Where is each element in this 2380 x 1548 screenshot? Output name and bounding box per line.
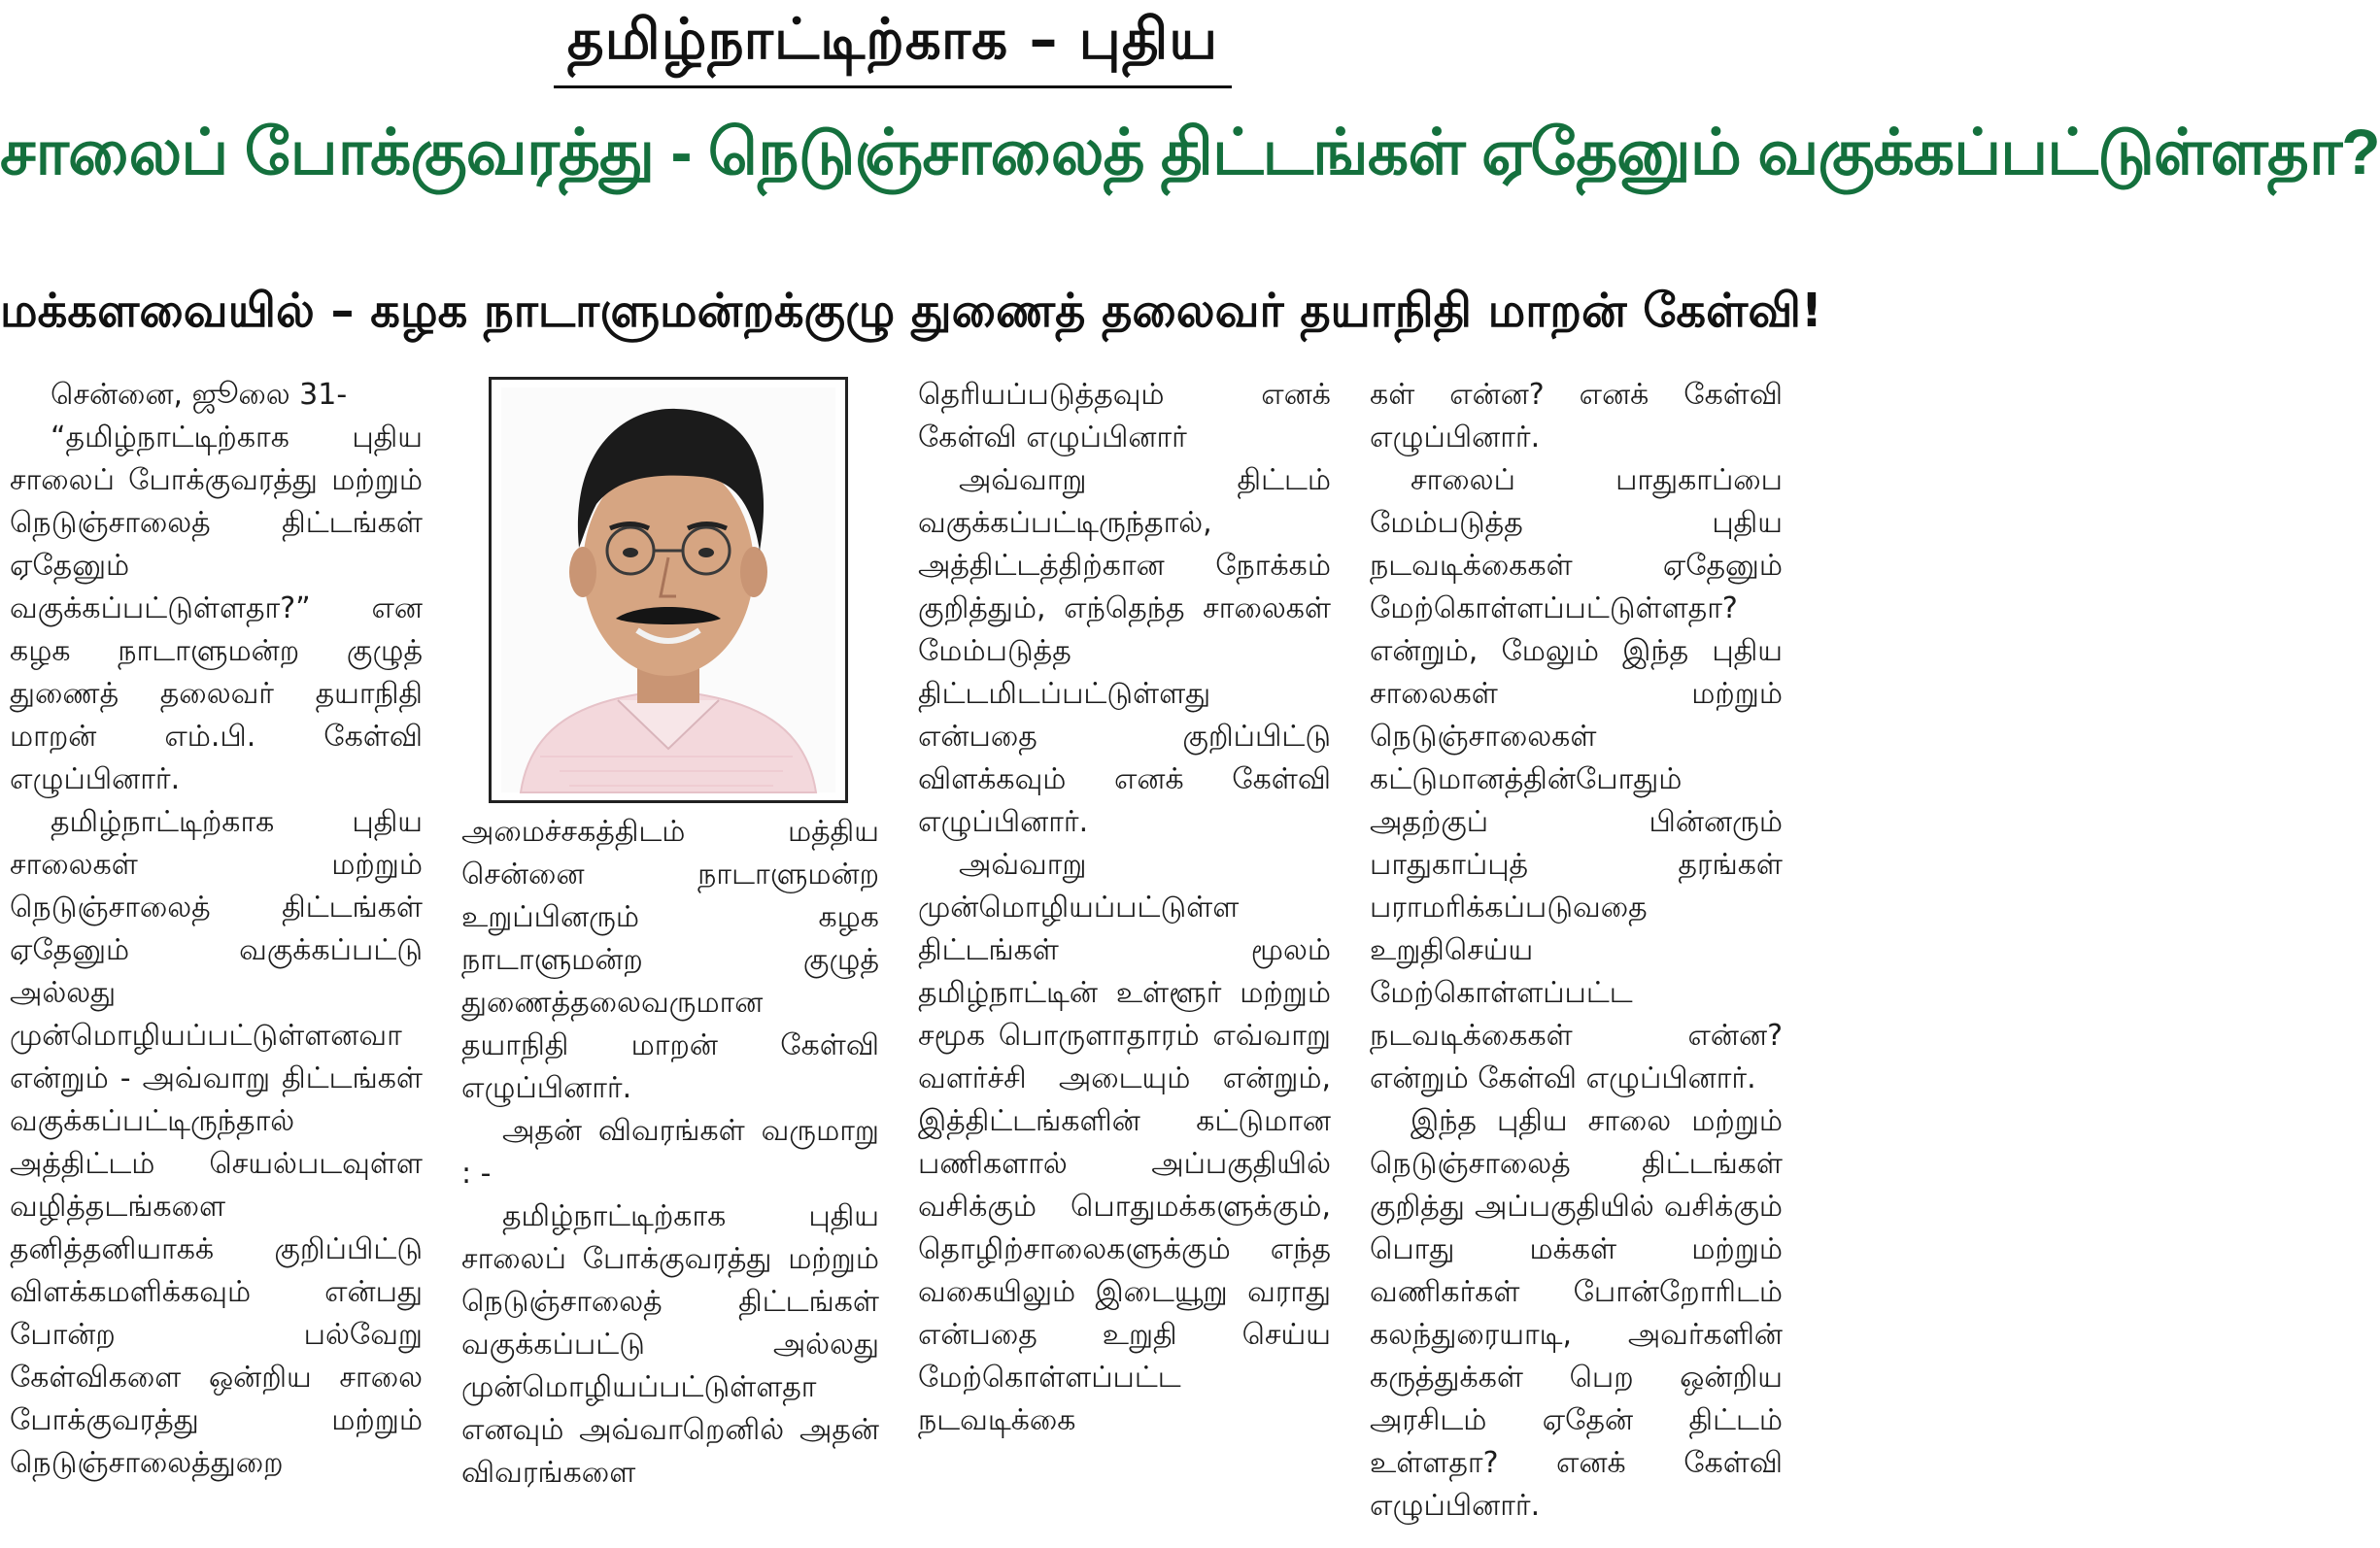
article-paragraph: இந்த புதிய சாலை மற்றும் நெடுஞ்சாலைத் திட்டங்கள் குறித்து அப்பகுதியில் வசிக்கும் பொது மக்கள் மற்றும் வணிகர்கள் போன்றோரிடம் கலந்துரையாடி, அவர்களின் கருத்துக்கள் பெற ஒன்றிய அரசிடம் ஏதேன் திட்டம் உள்ளதா? எனக் கேள்வி எழுப்பினார்.: [1370, 1104, 1783, 1523]
article-paragraph: தெரியப்படுத்தவும் எனக் கேள்வி எழுப்பினார்: [918, 378, 1331, 454]
article-column-4: [1370, 374, 1783, 1539]
article-paragraph: தமிழ்நாட்டிற்காக புதிய சாலைப் போக்குவரத்து மற்றும் நெடுஞ்சாலைத் திட்டங்கள் வகுக்கப்பட்டு அல்லது முன்மொழியப்பட்டுள்ளதா எனவும் அவ்வாறெனில் அதன் விவரங்களை: [461, 1199, 879, 1490]
article-paragraph: அவ்வாறு முன்மொழியப்பட்டுள்ள திட்டங்கள் மூலம் தமிழ்நாட்டின் உள்ளூர் மற்றும் சமூக பொருளாதாரம் எவ்வாறு வளர்ச்சி அடையும் என்றும், இத்திட்டங்களின் கட்டுமான பணிகளால் அப்பகுதியில் வசிக்கும் பொதுமக்களுக்கும், தொழிற்சாலைகளுக்கும் எந்த வகையிலும் இடையூறு வராது என்பதை உறுதி செய்ய மேற்கொள்ளப்பட்ட நடவடிக்கை: [918, 848, 1331, 1437]
article-column-3: [918, 374, 1331, 1539]
article-paragraph: சாலைப் பாதுகாப்பை மேம்படுத்த புதிய நடவடிக்கைகள் ஏதேனும் மேற்கொள்ளப்பட்டுள்ளதா? என்றும், மேலும் இந்த புதிய சாலைகள் மற்றும் நெடுஞ்சாலைகள் கட்டுமானத்தின்போதும் அதற்குப் பின்னரும் பாதுகாப்புத் தரங்கள் பராமரிக்கப்படுவதை உறுதிசெய்ய மேற்கொள்ளப்பட்ட நடவடிக்கைகள் என்ன? என்றும் கேள்வி எழுப்பினார்.: [1370, 463, 1783, 1095]
portrait-illustration: [501, 387, 835, 792]
article-paragraph: அதன் விவரங்கள் வருமாறு : -: [461, 1114, 879, 1191]
article-paragraph: கள் என்ன? எனக் கேள்வி எழுப்பினார்.: [1370, 378, 1783, 454]
article-column-2: [461, 811, 879, 1539]
article-column-1: [10, 374, 423, 1539]
headline: சாலைப் போக்குவரத்து - நெடுஞ்சாலைத் திட்டங்கள் ஏதேனும் வகுக்கப்பட்டுள்ளதா?: [0, 116, 2380, 187]
kicker: தமிழ்நாட்டிற்காக – புதிய: [554, 6, 1232, 88]
article-paragraph: தமிழ்நாட்டிற்காக புதிய சாலைகள் மற்றும் நெடுஞ்சாலைத் திட்டங்கள் ஏதேனும் வகுக்கப்பட்டு அல்லது முன்மொழியப்பட்டுள்ளனவா என்றும் - அவ்வாறு திட்டங்கள் வகுக்கப்பட்டிருந்தால் அத்திட்டம் செயல்படவுள்ள வழித்தடங்களை தனித்தனியாகக் குறிப்பிட்டு விளக்கமளிக்கவும் என்பது போன்ற பல்வேறு கேள்விகளை ஒன்றிய சாலை போக்குவரத்து மற்றும் நெடுஞ்சாலைத்துறை: [10, 805, 423, 1480]
portrait-photo-frame: [489, 377, 848, 803]
dateline: சென்னை, ஜூலை 31-: [51, 378, 348, 412]
portrait-photo: [501, 387, 835, 792]
article-paragraph: அவ்வாறு திட்டம் வகுக்கப்பட்டிருந்தால், அத்திட்டத்திற்கான நோக்கம் குறித்தும், எந்தெந்த சாலைகள் மேம்படுத்த திட்டமிடப்பட்டுள்ளது என்பதை குறிப்பிட்டு விளக்கவும் எனக் கேள்வி எழுப்பினார்.: [918, 463, 1331, 839]
article-paragraph: “தமிழ்நாட்டிற்காக புதிய சாலைப் போக்குவரத்து மற்றும் நெடுஞ்சாலைத் திட்டங்கள் ஏதேனும் வகுக்கப்பட்டுள்ளதா?” என கழக நாடாளுமன்ற குழுத் துணைத் தலைவர் தயாநிதி மாறன் எம்.பி. கேள்வி எழுப்பினார்.: [10, 421, 423, 796]
kicker-container: [0, 6, 1785, 88]
subheadline: மக்களவையில் – கழக நாடாளுமன்றக்குழு துணைத் தலைவர் தயாநிதி மாறன் கேள்வி!: [0, 284, 1822, 338]
article-paragraph: அமைச்சகத்திடம் மத்திய சென்னை நாடாளுமன்ற உறுப்பினரும் கழக நாடாளுமன்ற குழுத் துணைத்தலைவருமான தயாநிதி மாறன் கேள்வி எழுப்பினார்.: [461, 815, 879, 1105]
